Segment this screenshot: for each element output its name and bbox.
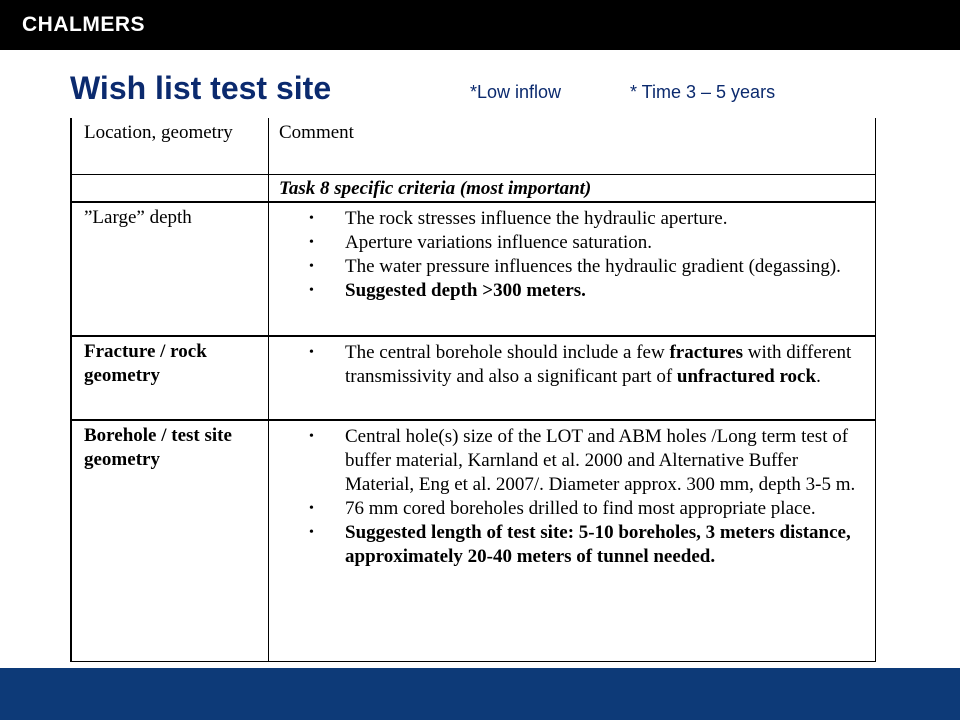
task-row-cell xyxy=(269,175,876,203)
wish-list-table xyxy=(70,118,876,662)
bullet-icon: • xyxy=(309,259,314,274)
row-comment-cell xyxy=(269,202,876,336)
subtitle-time: * Time 3 – 5 years xyxy=(630,82,776,102)
header-comment-label: Comment xyxy=(279,122,354,143)
bullet-list xyxy=(269,421,875,569)
task-criteria-label: Task 8 specific criteria (most important) xyxy=(279,178,592,199)
list-item: • The rock stresses influence the hydraulic aperture. xyxy=(309,208,728,229)
bullet-icon: • xyxy=(309,525,314,540)
list-item: • Aperture variations influence saturation. xyxy=(309,232,653,253)
bullet-icon: • xyxy=(309,235,314,250)
bullet-icon: • xyxy=(309,345,314,360)
chalmers-logo: CHALMERS xyxy=(22,13,145,36)
table-row xyxy=(71,420,876,662)
row-label-fracture: Fracture / rock geometry xyxy=(84,341,207,386)
bullet-list xyxy=(269,337,875,389)
table-row xyxy=(71,202,876,336)
row-comment-cell xyxy=(269,336,876,420)
task-row-empty-cell xyxy=(71,175,269,203)
top-bar xyxy=(0,0,960,50)
bottom-bar xyxy=(0,668,960,720)
bullet-icon: • xyxy=(309,283,314,298)
row-comment-cell xyxy=(269,420,876,662)
list-item: • Suggested depth >300 meters. xyxy=(309,280,586,301)
list-item: • Central hole(s) size of the LOT and ABM holes /Long term test of buffer material, Karnland et al. 2000 and Alternative Buffer Material, Eng et al. 2007/. Diameter approx. 300 mm, depth 3-5 m. xyxy=(309,426,856,495)
table-header-row xyxy=(71,118,876,175)
table-row xyxy=(71,336,876,420)
header-cell-location xyxy=(71,118,269,175)
bullet-list xyxy=(269,203,875,303)
page-title: Wish list test site xyxy=(70,70,332,106)
bullet-icon: • xyxy=(309,501,314,516)
list-item: • Suggested length of test site: 5-10 boreholes, 3 meters distance, approximately 20-40 meters of tunnel needed. xyxy=(309,522,851,567)
subtitle-low-inflow: *Low inflow xyxy=(470,82,562,102)
header-cell-comment xyxy=(269,118,876,175)
list-item: • 76 mm cored boreholes drilled to find most appropriate place. xyxy=(309,498,816,519)
bullet-icon: • xyxy=(309,429,314,444)
bullet-icon: • xyxy=(309,211,314,226)
task-row xyxy=(71,175,876,203)
list-item: • The water pressure influences the hydraulic gradient (degassing). xyxy=(309,256,841,277)
header-location-label: Location, geometry xyxy=(84,122,233,143)
row-label-cell xyxy=(71,336,269,420)
row-label-depth: ”Large” depth xyxy=(84,207,192,228)
row-label-borehole: Borehole / test site geometry xyxy=(84,425,232,470)
row-label-cell xyxy=(71,420,269,662)
row-label-cell xyxy=(71,202,269,336)
list-item: • The central borehole should include a few fractures with different transmissivity and also a significant part of unfractured rock. xyxy=(309,342,852,387)
